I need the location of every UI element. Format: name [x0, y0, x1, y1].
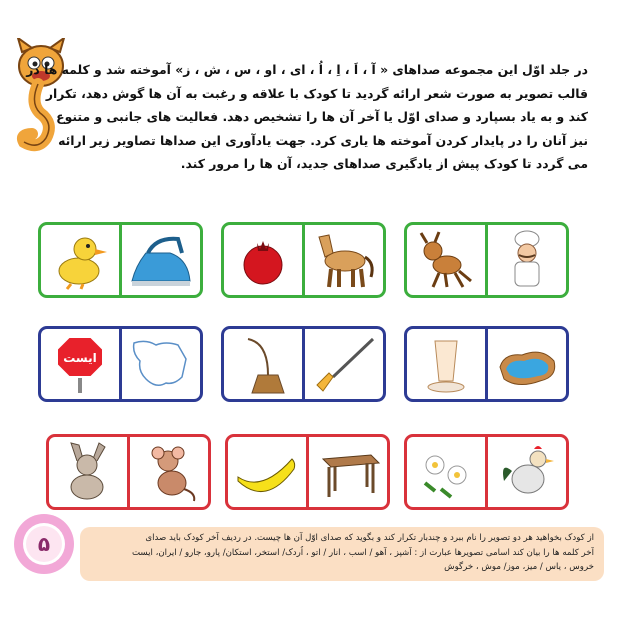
picture-card-pomegranate-horse: [221, 222, 386, 298]
horse-icon: [309, 229, 379, 291]
picture-card-stop-iran: [38, 326, 203, 402]
intro-line: می گردد تا کودک پیش از یادگیری صداهای جدید، آن ها را مرور کند.: [180, 156, 588, 171]
mouse-icon: [134, 441, 204, 503]
card-cell: [119, 329, 200, 399]
card-cell: [41, 329, 119, 399]
card-cell: [228, 437, 306, 507]
oar-icon: [309, 333, 379, 395]
card-cell: [302, 225, 383, 295]
picture-card-glass-pool: [404, 326, 569, 402]
rabbit-icon: [53, 441, 123, 503]
note-line: آخر کلمه ها را بیان کند اسامی تصویرها عبارت از : آشپز ، آهو / اسب ، انار / اتو ، اُردک/ استخر، استکان/ پارو، جارو / ایران، ایست: [131, 547, 594, 558]
jasmine-icon: [411, 441, 481, 503]
picture-card-jasmine-rooster: [404, 434, 569, 510]
page-number: ۵: [37, 532, 51, 556]
card-cell: [49, 437, 127, 507]
card-cell: [224, 329, 302, 399]
swimming-pool-icon: [492, 333, 562, 395]
intro-line: کند و به یاد بسپارد و صدای اوّل یا آخر آن ها را تشخیص دهد. فعالیت های جانبی و متنوع: [56, 109, 588, 124]
intro-paragraph: [26, 58, 588, 176]
iran-map-icon: [126, 333, 196, 395]
tea-glass-icon: [411, 333, 481, 395]
card-cell: [407, 329, 485, 399]
intro-line: نیز آنان را در پایدار کردن آموخته ها یاری کرد. جهت یادآوری این صداها تصاویر زیر ارائه: [58, 132, 588, 148]
card-cell: [127, 437, 208, 507]
pomegranate-icon: [228, 229, 298, 291]
picture-card-duck-iron: [38, 222, 203, 298]
card-cell: [224, 225, 302, 295]
stop-sign-icon: [45, 333, 115, 395]
broom-icon: [228, 333, 298, 395]
card-cell: [302, 329, 383, 399]
banana-icon: [232, 441, 302, 503]
card-cell: [407, 437, 485, 507]
card-cell: [41, 225, 119, 295]
rooster-icon: [492, 441, 562, 503]
page-number-badge: [12, 512, 76, 576]
chef-icon: [492, 229, 562, 291]
card-cell: [485, 329, 566, 399]
iron-icon: [126, 229, 196, 291]
intro-line: در جلد اوّل این مجموعه صداهای « آ ، اَ ، اِ ، اُ ، ای ، او ، س ، ش ، ز» آموخته شد و کلمه ها در: [26, 62, 588, 77]
stop-sign-text: ایست: [63, 351, 97, 365]
picture-card-broom-oar: [221, 326, 386, 402]
note-line: از کودک بخواهید هر دو تصویر را نام ببرد و چندبار تکرار کند و بگوید که صدای اوّل آن ها چیست. در ردیف آخر کودک باید صدای: [145, 533, 594, 543]
card-cell: [119, 225, 200, 295]
teacher-note: [80, 527, 604, 581]
deer-icon: [411, 229, 481, 291]
picture-card-rabbit-mouse: [46, 434, 211, 510]
card-cell: [485, 437, 566, 507]
card-cell: [407, 225, 485, 295]
card-cell: [306, 437, 387, 507]
note-line: خروس ، یاس / میز، موز/ موش ، خرگوش: [444, 562, 594, 572]
intro-line: قالب تصویر به صورت شعر ارائه گردید تا کودک با علاقه و رغبت به آن ها گوش دهد، تکرار: [45, 85, 588, 101]
picture-card-deer-chef: [404, 222, 569, 298]
duck-icon: [45, 229, 115, 291]
picture-card-banana-table: [225, 434, 390, 510]
card-cell: [485, 225, 566, 295]
table-icon: [313, 441, 383, 503]
